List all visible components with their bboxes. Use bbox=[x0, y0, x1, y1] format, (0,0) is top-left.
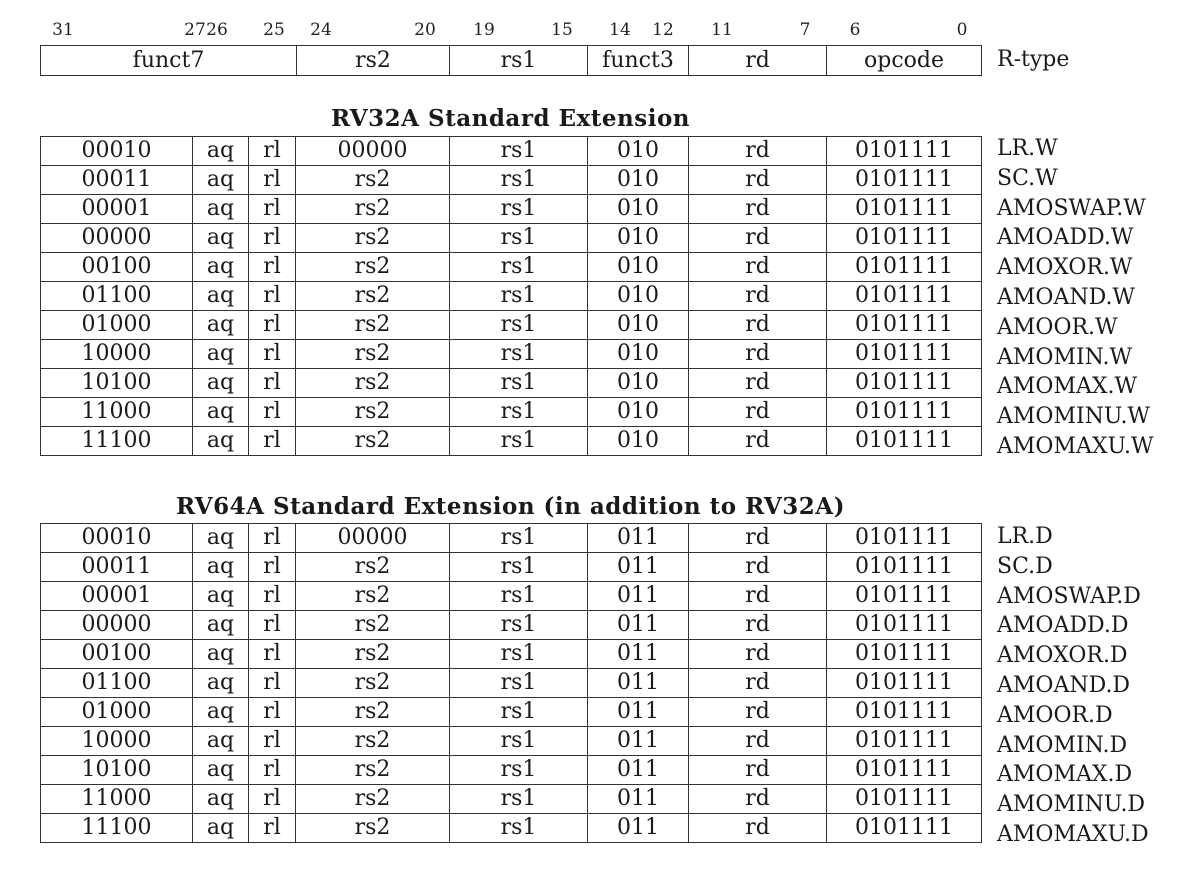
funct5-cell: 11000 bbox=[41, 785, 193, 814]
funct5-cell: 10100 bbox=[41, 756, 193, 785]
rl-cell: rl bbox=[249, 340, 296, 369]
aq-cell: aq bbox=[193, 427, 249, 456]
rl-cell: rl bbox=[249, 582, 296, 611]
funct5-cell: 01000 bbox=[41, 311, 193, 340]
funct3-cell: 011 bbox=[588, 553, 689, 582]
rs1-cell: rs1 bbox=[450, 669, 588, 698]
funct5-cell: 11100 bbox=[41, 814, 193, 843]
funct5-cell: 00001 bbox=[41, 195, 193, 224]
rs1-cell: rs1 bbox=[450, 698, 588, 727]
field-rs2: rs2 bbox=[297, 46, 450, 76]
bit-number: 31 bbox=[52, 20, 74, 40]
encoding-row bbox=[41, 727, 982, 756]
rl-cell: rl bbox=[249, 611, 296, 640]
rs2-cell: rs2 bbox=[296, 340, 450, 369]
instruction-mnemonic: AMOSWAP.D bbox=[997, 583, 1141, 609]
field-rd: rd bbox=[689, 46, 827, 76]
instruction-mnemonic: AMOMIN.D bbox=[997, 732, 1128, 758]
encoding-row bbox=[41, 224, 982, 253]
rs1-cell: rs1 bbox=[450, 727, 588, 756]
funct3-cell: 010 bbox=[588, 282, 689, 311]
instruction-mnemonic: AMOMAX.D bbox=[997, 762, 1133, 788]
encoding-row bbox=[41, 756, 982, 785]
funct3-cell: 011 bbox=[588, 640, 689, 669]
instruction-mnemonic: AMOMIN.W bbox=[997, 344, 1133, 370]
rs2-cell: rs2 bbox=[296, 814, 450, 843]
opcode-cell: 0101111 bbox=[827, 727, 982, 756]
rs2-cell: rs2 bbox=[296, 253, 450, 282]
rs2-cell: rs2 bbox=[296, 785, 450, 814]
instruction-mnemonic: AMOOR.W bbox=[997, 314, 1118, 340]
funct5-cell: 00000 bbox=[41, 224, 193, 253]
bit-number: 7 bbox=[799, 20, 811, 40]
opcode-cell: 0101111 bbox=[827, 282, 982, 311]
aq-cell: aq bbox=[193, 282, 249, 311]
instruction-mnemonic: AMOAND.W bbox=[997, 285, 1136, 310]
opcode-cell: 0101111 bbox=[827, 340, 982, 369]
encoding-row bbox=[41, 340, 982, 369]
funct5-cell: 00100 bbox=[41, 640, 193, 669]
field-opcode: opcode bbox=[827, 46, 982, 76]
rd-cell: rd bbox=[689, 369, 827, 398]
rs2-cell: 00000 bbox=[296, 524, 450, 553]
rl-cell: rl bbox=[249, 524, 296, 553]
funct3-cell: 010 bbox=[588, 195, 689, 224]
rs1-cell: rs1 bbox=[450, 166, 588, 195]
funct5-cell: 01100 bbox=[41, 282, 193, 311]
bit-number: 25 bbox=[263, 20, 285, 40]
rs2-cell: rs2 bbox=[296, 369, 450, 398]
rl-cell: rl bbox=[249, 282, 296, 311]
rs1-cell: rs1 bbox=[450, 814, 588, 843]
field-funct3: funct3 bbox=[588, 46, 689, 76]
instruction-mnemonic: AMOMINU.W bbox=[997, 404, 1151, 430]
funct5-cell: 00000 bbox=[41, 611, 193, 640]
instruction-mnemonic: AMOMAXU.W bbox=[997, 434, 1154, 459]
rd-cell: rd bbox=[689, 640, 827, 669]
instruction-mnemonic: AMOXOR.W bbox=[997, 255, 1133, 281]
opcode-cell: 0101111 bbox=[827, 427, 982, 456]
funct5-cell: 00001 bbox=[41, 582, 193, 611]
rd-cell: rd bbox=[689, 137, 827, 166]
bit-number: 27 bbox=[184, 20, 206, 40]
rl-cell: rl bbox=[249, 137, 296, 166]
aq-cell: aq bbox=[193, 553, 249, 582]
rs1-cell: rs1 bbox=[450, 427, 588, 456]
rl-cell: rl bbox=[249, 640, 296, 669]
rd-cell: rd bbox=[689, 195, 827, 224]
funct3-cell: 011 bbox=[588, 524, 689, 553]
encoding-row bbox=[41, 669, 982, 698]
opcode-cell: 0101111 bbox=[827, 669, 982, 698]
rs1-cell: rs1 bbox=[450, 640, 588, 669]
rl-cell: rl bbox=[249, 166, 296, 195]
opcode-cell: 0101111 bbox=[827, 640, 982, 669]
rd-cell: rd bbox=[689, 785, 827, 814]
rs1-cell: rs1 bbox=[450, 137, 588, 166]
opcode-cell: 0101111 bbox=[827, 611, 982, 640]
rs1-cell: rs1 bbox=[450, 524, 588, 553]
rs1-cell: rs1 bbox=[450, 253, 588, 282]
rl-cell: rl bbox=[249, 224, 296, 253]
funct3-cell: 011 bbox=[588, 785, 689, 814]
funct3-cell: 010 bbox=[588, 137, 689, 166]
encoding-row bbox=[41, 698, 982, 727]
opcode-cell: 0101111 bbox=[827, 785, 982, 814]
funct3-cell: 011 bbox=[588, 669, 689, 698]
instruction-mnemonic: AMOSWAP.W bbox=[997, 195, 1146, 221]
encoding-row bbox=[41, 282, 982, 311]
rs1-cell: rs1 bbox=[450, 582, 588, 611]
funct5-cell: 11000 bbox=[41, 398, 193, 427]
rd-cell: rd bbox=[689, 253, 827, 282]
funct3-cell: 011 bbox=[588, 611, 689, 640]
instruction-mnemonic: AMOXOR.D bbox=[997, 643, 1128, 669]
encoding-row bbox=[41, 137, 982, 166]
rs2-cell: rs2 bbox=[296, 195, 450, 224]
opcode-cell: 0101111 bbox=[827, 253, 982, 282]
aq-cell: aq bbox=[193, 137, 249, 166]
rl-cell: rl bbox=[249, 398, 296, 427]
rd-cell: rd bbox=[689, 524, 827, 553]
funct3-cell: 010 bbox=[588, 340, 689, 369]
rs1-cell: rs1 bbox=[450, 785, 588, 814]
rs1-cell: rs1 bbox=[450, 340, 588, 369]
rs1-cell: rs1 bbox=[450, 224, 588, 253]
encoding-row bbox=[41, 166, 982, 195]
rl-cell: rl bbox=[249, 311, 296, 340]
instruction-mnemonic: SC.D bbox=[997, 553, 1053, 579]
opcode-cell: 0101111 bbox=[827, 369, 982, 398]
encoding-row bbox=[41, 553, 982, 582]
instruction-mnemonic: AMOMAXU.D bbox=[997, 822, 1149, 847]
instruction-mnemonic: SC.W bbox=[997, 165, 1058, 191]
rd-cell: rd bbox=[689, 582, 827, 611]
rs2-cell: rs2 bbox=[296, 311, 450, 340]
r-type-label: R-type bbox=[997, 47, 1070, 72]
encoding-row bbox=[41, 311, 982, 340]
rv32a-section-title: RV32A Standard Extension bbox=[330, 105, 691, 132]
rd-cell: rd bbox=[689, 814, 827, 843]
bit-number: 12 bbox=[652, 20, 674, 40]
rs2-cell: 00000 bbox=[296, 137, 450, 166]
encoding-row bbox=[41, 369, 982, 398]
rs1-cell: rs1 bbox=[450, 398, 588, 427]
aq-cell: aq bbox=[193, 340, 249, 369]
funct5-cell: 10000 bbox=[41, 727, 193, 756]
opcode-cell: 0101111 bbox=[827, 814, 982, 843]
encoding-row bbox=[41, 814, 982, 843]
opcode-cell: 0101111 bbox=[827, 582, 982, 611]
aq-cell: aq bbox=[193, 814, 249, 843]
rd-cell: rd bbox=[689, 669, 827, 698]
rl-cell: rl bbox=[249, 814, 296, 843]
funct5-cell: 00010 bbox=[41, 137, 193, 166]
rs1-cell: rs1 bbox=[450, 611, 588, 640]
rd-cell: rd bbox=[689, 611, 827, 640]
instruction-mnemonic: AMOAND.D bbox=[997, 673, 1131, 698]
aq-cell: aq bbox=[193, 669, 249, 698]
rs2-cell: rs2 bbox=[296, 582, 450, 611]
bit-number: 15 bbox=[551, 20, 573, 40]
bit-number: 0 bbox=[956, 20, 968, 40]
rs2-cell: rs2 bbox=[296, 398, 450, 427]
rv64a-section-title: RV64A Standard Extension (in addition to RV32A) bbox=[176, 493, 845, 520]
instruction-mnemonic: AMOOR.D bbox=[997, 702, 1113, 728]
encoding-row bbox=[41, 195, 982, 224]
encoding-row bbox=[41, 611, 982, 640]
rl-cell: rl bbox=[249, 253, 296, 282]
rd-cell: rd bbox=[689, 166, 827, 195]
opcode-cell: 0101111 bbox=[827, 166, 982, 195]
aq-cell: aq bbox=[193, 224, 249, 253]
aq-cell: aq bbox=[193, 369, 249, 398]
opcode-cell: 0101111 bbox=[827, 398, 982, 427]
aq-cell: aq bbox=[193, 756, 249, 785]
rd-cell: rd bbox=[689, 224, 827, 253]
rd-cell: rd bbox=[689, 698, 827, 727]
funct3-cell: 011 bbox=[588, 756, 689, 785]
rl-cell: rl bbox=[249, 195, 296, 224]
opcode-cell: 0101111 bbox=[827, 524, 982, 553]
rs2-cell: rs2 bbox=[296, 727, 450, 756]
field-funct7: funct7 bbox=[41, 46, 297, 76]
aq-cell: aq bbox=[193, 253, 249, 282]
funct3-cell: 011 bbox=[588, 582, 689, 611]
funct3-cell: 010 bbox=[588, 224, 689, 253]
funct3-cell: 010 bbox=[588, 369, 689, 398]
rs2-cell: rs2 bbox=[296, 224, 450, 253]
instruction-mnemonic: LR.W bbox=[997, 136, 1058, 161]
rl-cell: rl bbox=[249, 756, 296, 785]
funct3-cell: 011 bbox=[588, 727, 689, 756]
funct3-cell: 010 bbox=[588, 427, 689, 456]
bit-number: 6 bbox=[849, 20, 861, 40]
aq-cell: aq bbox=[193, 640, 249, 669]
rl-cell: rl bbox=[249, 698, 296, 727]
rs1-cell: rs1 bbox=[450, 282, 588, 311]
aq-cell: aq bbox=[193, 698, 249, 727]
instruction-mnemonic: AMOADD.D bbox=[997, 613, 1129, 639]
aq-cell: aq bbox=[193, 582, 249, 611]
rs2-cell: rs2 bbox=[296, 669, 450, 698]
funct5-cell: 01000 bbox=[41, 698, 193, 727]
rs1-cell: rs1 bbox=[450, 553, 588, 582]
aq-cell: aq bbox=[193, 166, 249, 195]
instruction-mnemonic: AMOMINU.D bbox=[997, 792, 1146, 818]
bit-number: 14 bbox=[609, 20, 631, 40]
rd-cell: rd bbox=[689, 340, 827, 369]
rl-cell: rl bbox=[249, 369, 296, 398]
aq-cell: aq bbox=[193, 398, 249, 427]
funct3-cell: 011 bbox=[588, 814, 689, 843]
bit-number: 19 bbox=[473, 20, 495, 40]
instruction-mnemonic: AMOMAX.W bbox=[997, 374, 1138, 400]
rl-cell: rl bbox=[249, 669, 296, 698]
rd-cell: rd bbox=[689, 727, 827, 756]
rl-cell: rl bbox=[249, 785, 296, 814]
opcode-cell: 0101111 bbox=[827, 698, 982, 727]
rs2-cell: rs2 bbox=[296, 282, 450, 311]
rs1-cell: rs1 bbox=[450, 369, 588, 398]
funct5-cell: 01100 bbox=[41, 669, 193, 698]
rs2-cell: rs2 bbox=[296, 756, 450, 785]
rs2-cell: rs2 bbox=[296, 698, 450, 727]
rd-cell: rd bbox=[689, 553, 827, 582]
funct5-cell: 00011 bbox=[41, 553, 193, 582]
rs2-cell: rs2 bbox=[296, 640, 450, 669]
encoding-row bbox=[41, 785, 982, 814]
funct3-cell: 010 bbox=[588, 311, 689, 340]
funct5-cell: 00100 bbox=[41, 253, 193, 282]
opcode-cell: 0101111 bbox=[827, 311, 982, 340]
bit-number: 26 bbox=[206, 20, 228, 40]
aq-cell: aq bbox=[193, 727, 249, 756]
rs1-cell: rs1 bbox=[450, 311, 588, 340]
format-row bbox=[41, 46, 982, 76]
opcode-cell: 0101111 bbox=[827, 224, 982, 253]
field-rs1: rs1 bbox=[450, 46, 588, 76]
rl-cell: rl bbox=[249, 727, 296, 756]
funct5-cell: 00011 bbox=[41, 166, 193, 195]
opcode-cell: 0101111 bbox=[827, 195, 982, 224]
opcode-cell: 0101111 bbox=[827, 756, 982, 785]
aq-cell: aq bbox=[193, 611, 249, 640]
encoding-row bbox=[41, 427, 982, 456]
encoding-row bbox=[41, 640, 982, 669]
encoding-row bbox=[41, 398, 982, 427]
rd-cell: rd bbox=[689, 311, 827, 340]
rs2-cell: rs2 bbox=[296, 553, 450, 582]
encoding-row bbox=[41, 524, 982, 553]
funct3-cell: 010 bbox=[588, 398, 689, 427]
rl-cell: rl bbox=[249, 553, 296, 582]
rs1-cell: rs1 bbox=[450, 195, 588, 224]
rs1-cell: rs1 bbox=[450, 756, 588, 785]
r-type-format-table bbox=[40, 45, 982, 76]
bit-number: 20 bbox=[414, 20, 436, 40]
aq-cell: aq bbox=[193, 311, 249, 340]
instruction-mnemonic: LR.D bbox=[997, 524, 1053, 549]
funct5-cell: 10000 bbox=[41, 340, 193, 369]
opcode-cell: 0101111 bbox=[827, 553, 982, 582]
funct5-cell: 11100 bbox=[41, 427, 193, 456]
rd-cell: rd bbox=[689, 282, 827, 311]
aq-cell: aq bbox=[193, 785, 249, 814]
funct3-cell: 010 bbox=[588, 166, 689, 195]
rv32a-encoding-table bbox=[40, 136, 982, 456]
encoding-row bbox=[41, 582, 982, 611]
opcode-cell: 0101111 bbox=[827, 137, 982, 166]
bit-number: 11 bbox=[711, 20, 733, 40]
rl-cell: rl bbox=[249, 427, 296, 456]
aq-cell: aq bbox=[193, 195, 249, 224]
encoding-row bbox=[41, 253, 982, 282]
rs2-cell: rs2 bbox=[296, 166, 450, 195]
funct5-cell: 10100 bbox=[41, 369, 193, 398]
rd-cell: rd bbox=[689, 398, 827, 427]
aq-cell: aq bbox=[193, 524, 249, 553]
rs2-cell: rs2 bbox=[296, 611, 450, 640]
rd-cell: rd bbox=[689, 427, 827, 456]
funct3-cell: 011 bbox=[588, 698, 689, 727]
funct5-cell: 00010 bbox=[41, 524, 193, 553]
rv64a-encoding-table bbox=[40, 523, 982, 843]
rd-cell: rd bbox=[689, 756, 827, 785]
rs2-cell: rs2 bbox=[296, 427, 450, 456]
instruction-mnemonic: AMOADD.W bbox=[997, 225, 1134, 251]
funct3-cell: 010 bbox=[588, 253, 689, 282]
bit-number: 24 bbox=[310, 20, 332, 40]
